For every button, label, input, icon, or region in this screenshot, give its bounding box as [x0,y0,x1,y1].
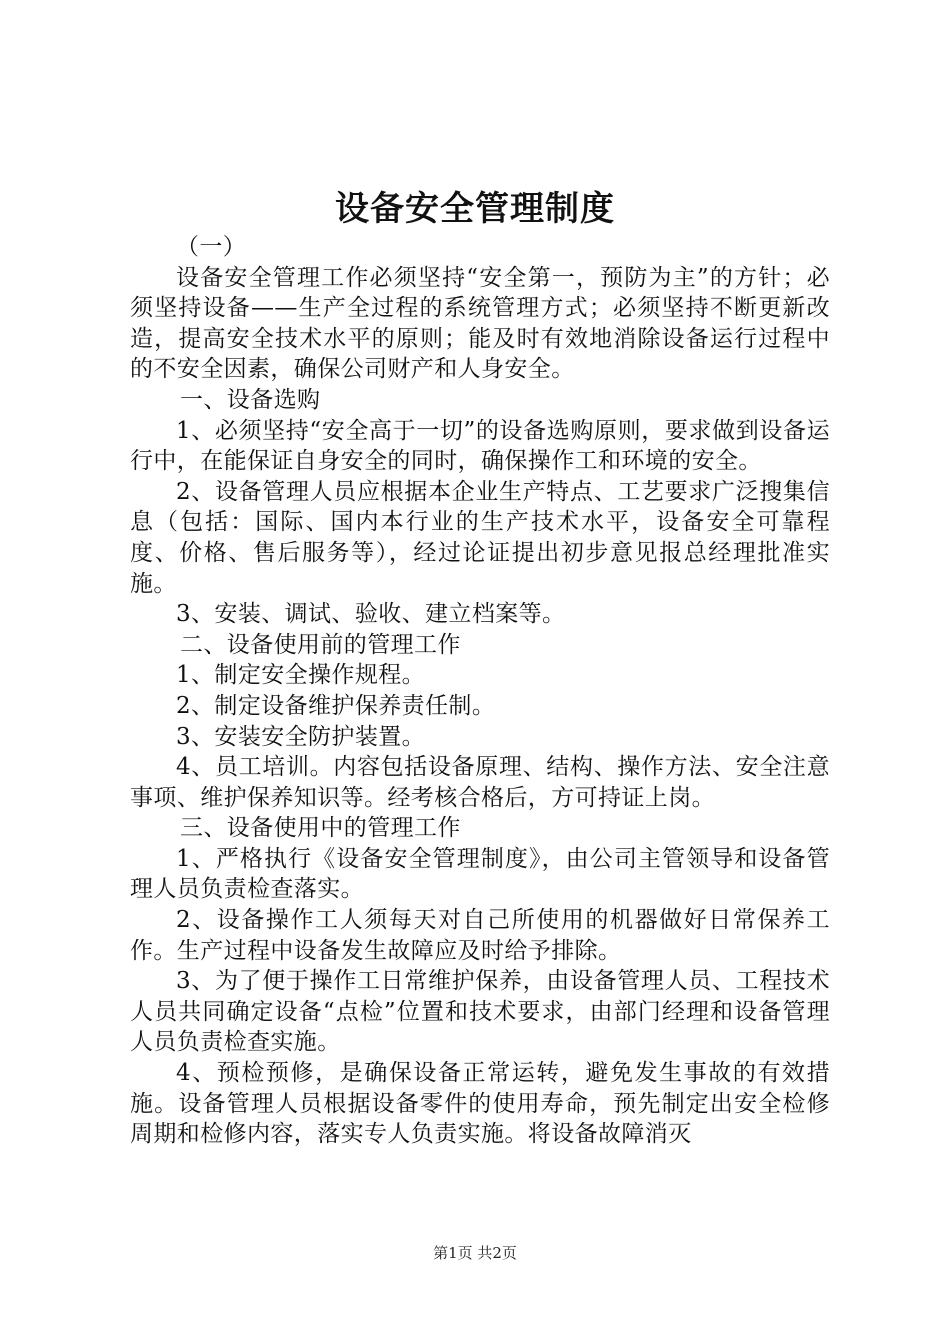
paragraph-3-3: 3、为了便于操作工日常维护保养，由设备管理人员、工程技术人员共同确定设备“点检”位置和技术要求，由部门经理和设备管理人员负责检查实施。 [130,968,830,1056]
paragraph-2-1: 1、制定安全操作规程。 [176,662,426,689]
paragraph-3-2: 2、设备操作工人须每天对自己所使用的机器做好日常保养工作。生产过程中设备发生故障应及时给予排除。 [130,907,830,964]
document-title: 设备安全管理制度 [335,189,615,229]
paragraph-2-2: 2、制定设备维护保养责任制。 [176,692,496,719]
paragraph-2-3: 3、安装安全防护装置。 [176,723,426,750]
paragraph-3-1: 1、严格执行《设备安全管理制度》，由公司主管领导和设备管理人员负责检查落实。 [130,845,830,903]
section-heading-3: 三、设备使用中的管理工作 [180,815,461,842]
paragraph-1-3: 3、安装、调试、验收、建立档案等。 [176,601,566,628]
paragraph-1-1: 1、必须坚持“安全高于一切”的设备选购原则，要求做到设备运行中，在能保证自身安全的同时，确保操作工和环境的安全。 [130,417,830,475]
paragraph-1-2: 2、设备管理人员应根据本企业生产特点、工艺要求广泛搜集信息（包括：国际、国内本行业的生产技术水平，设备安全可靠程度、价格、售后服务等），经过论证提出初步意见报总经理批准实施。 [130,478,830,597]
section-heading-2: 二、设备使用前的管理工作 [180,631,461,658]
paragraph-3-4: 4、预检预修，是确保设备正常运转，避免发生事故的有效措施。设备管理人员根据设备零件的使用寿命，预先制定出安全检修周期和检修内容，落实专人负责实施。将设备故障消灭 [130,1060,830,1148]
intro-paragraph: 设备安全管理工作必须坚持“安全第一，预防为主”的方针；必须坚持设备——生产全过程的系统管理方式；必须坚持不断更新改造，提高安全技术水平的原则；能及时有效地消除设备运行过程中的不安全因素，确保公司财产和人身安全。 [130,264,830,383]
paragraph-2-4: 4、员工培训。内容包括设备原理、结构、操作方法、安全注意事项、维护保养知识等。经考核合格后，方可持证上岗。 [130,754,830,811]
page-number: 第1页 共2页 [433,1244,517,1262]
section-heading-1: 一、设备选购 [180,386,321,413]
section-marker: （一） [176,234,247,260]
document-body [130,232,830,1150]
